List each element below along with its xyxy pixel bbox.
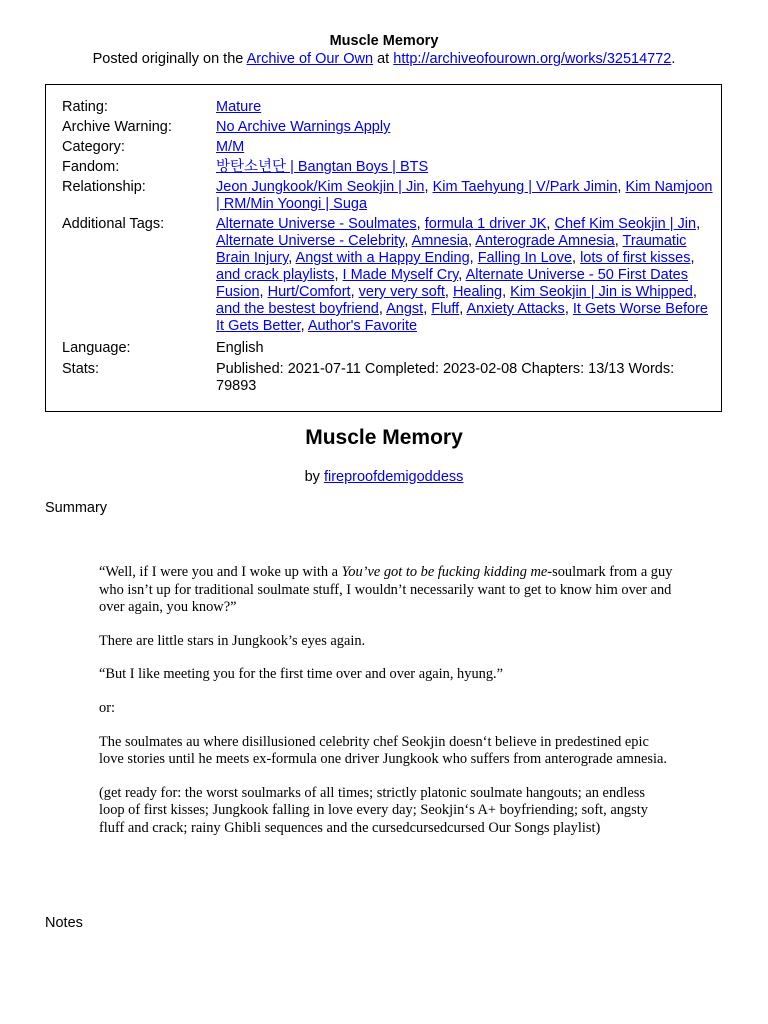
tag-link[interactable]: Healing <box>452 284 503 300</box>
posted-prefix: Posted originally on the <box>92 51 247 67</box>
rating-link[interactable]: Mature <box>216 99 262 115</box>
summary-text-run: soulmark from a guy who isn’t up for traditional soulmate stuff, I wouldn’t necessarily want to get to know him over and over again, you know?” <box>99 564 673 616</box>
tag-link[interactable]: Hurt/Comfort <box>267 284 351 300</box>
work-title: Muscle Memory <box>305 426 463 449</box>
tag-link[interactable]: Amnesia <box>411 233 468 249</box>
warning-link[interactable]: No Archive Warnings Apply <box>216 119 391 135</box>
tag-link[interactable]: Author's Favorite <box>307 318 418 334</box>
tag-link[interactable]: Angst with a Happy Ending <box>295 250 470 266</box>
tag-link[interactable]: Anxiety Attacks <box>466 301 565 317</box>
tag-link[interactable]: lots of first kisses <box>580 250 691 266</box>
tag-link[interactable]: and crack playlists <box>216 267 335 283</box>
language-label: Language: <box>62 340 131 356</box>
relationship-list: Jeon Jungkook/Kim Seokjin | Jin, Kim Taehyung | V/Park Jimin, Kim Namjoon | RM/Min Yoongi | Suga <box>216 179 713 212</box>
tag-link[interactable]: Alternate Universe - Soulmates <box>216 216 417 232</box>
relationship-link[interactable]: Jeon Jungkook/Kim Seokjin | Jin <box>216 179 425 195</box>
archive-link[interactable]: Archive of Our Own <box>246 51 374 67</box>
author-link[interactable]: fireproofdemigoddess <box>323 469 464 485</box>
warning-label: Archive Warning: <box>62 119 172 135</box>
relationship-link[interactable]: Kim Namjoon | RM/Min Yoongi | Suga <box>216 179 713 212</box>
stats-label: Stats: <box>62 361 100 377</box>
summary-paragraph: “But I like meeting you for the first time over and over again, hyung.” <box>99 666 504 683</box>
tag-link[interactable]: Kim Seokjin | Jin is Whipped <box>510 284 693 300</box>
tag-link[interactable]: I Made Myself Cry <box>342 267 459 283</box>
summary-paragraph: (get ready for: the worst soulmarks of all times; strictly platonic soulmate hangouts; an endless loop of first kisses; Jungkook falling in love every day; Seokjin‘s A+ boyfriending; soft, angsty fluff and crack; rainy Ghibli sequences and the cursedcursedcursed Our Songs playlist) <box>99 784 648 836</box>
tag-link[interactable]: It Gets Worse Before It Gets Better <box>216 301 708 334</box>
tag-link[interactable]: Anterograde Amnesia <box>475 233 615 249</box>
tag-link[interactable]: very very soft <box>358 284 445 300</box>
summary-paragraph <box>99 564 674 617</box>
posted-suffix: . <box>671 51 676 67</box>
rating-label: Rating: <box>62 99 108 115</box>
summary-text <box>99 564 674 854</box>
language-value: English <box>216 340 264 356</box>
by-text: by <box>304 469 324 485</box>
byline <box>0 469 768 485</box>
posted-line <box>0 51 768 67</box>
tag-link[interactable]: Traumatic Brain Injury <box>216 233 687 266</box>
tag-link[interactable]: formula 1 driver JK <box>424 216 547 232</box>
notes-heading: Notes <box>45 915 83 931</box>
document-title: Muscle Memory <box>329 33 439 49</box>
summary-paragraph: or: <box>99 699 115 716</box>
category-label: Category: <box>62 139 125 155</box>
tags-label: Additional Tags: <box>62 216 165 232</box>
tag-link[interactable]: Falling In Love <box>477 250 573 266</box>
tag-link[interactable]: Angst <box>386 301 424 317</box>
stats-value: Published: 2021-07-11 Completed: 2023-02-08 Chapters: 13/13 Words: 79893 <box>216 361 675 394</box>
fandom-label: Fandom: <box>62 159 120 175</box>
summary-text-run: “Well, if I were you and I woke up with a <box>99 564 342 580</box>
summary-paragraph: The soulmates au where disillusioned celebrity chef Seokjin doesn‘t believe in predestined epic love stories until he meets ex-formula one driver Jungkook who suffers from anterograde amnesia. <box>99 733 668 768</box>
metadata-box <box>45 84 722 412</box>
relationship-link[interactable]: Kim Taehyung | V/Park Jimin <box>432 179 618 195</box>
work-url-link[interactable]: http://archiveofourown.org/works/32514772 <box>393 51 672 67</box>
summary-paragraph: There are little stars in Jungkook’s eyes again. <box>99 632 366 649</box>
posted-mid: at <box>373 51 394 67</box>
tag-list: Alternate Universe - Soulmates, formula 1 driver JK, Chef Kim Seokjin | Jin, Alternate Universe - Celebrity, Amnesia, Anterograde Amnesia, Traumatic Brain Injury, Angst with a Happy Ending, Falling In Love, lots of first kisses, and crack playlists, I Made Myself Cry, Alternate Universe - 50 First Dates Fusion, Hurt/Comfort, very very soft, Healing, Kim Seokjin | Jin is Whipped, and the bestest boyfriend, Angst, Fluff, Anxiety Attacks, It Gets Worse Before It Gets Better, Author's Favorite <box>216 216 708 334</box>
relationship-label: Relationship: <box>62 179 146 195</box>
tag-link[interactable]: Alternate Universe - 50 First Dates Fusion <box>216 267 688 300</box>
tag-link[interactable]: Chef Kim Seokjin | Jin <box>554 216 697 232</box>
tag-link[interactable]: Alternate Universe - Celebrity <box>216 233 405 249</box>
tag-link[interactable]: and the bestest boyfriend <box>216 301 379 317</box>
summary-heading: Summary <box>45 500 108 516</box>
category-link[interactable]: M/M <box>216 139 245 155</box>
summary-emphasis: You’ve got to be fucking kidding me- <box>341 564 553 580</box>
fandom-link[interactable]: 방탄소년단 | Bangtan Boys | BTS <box>216 159 429 175</box>
tag-link[interactable]: Fluff <box>431 301 460 317</box>
